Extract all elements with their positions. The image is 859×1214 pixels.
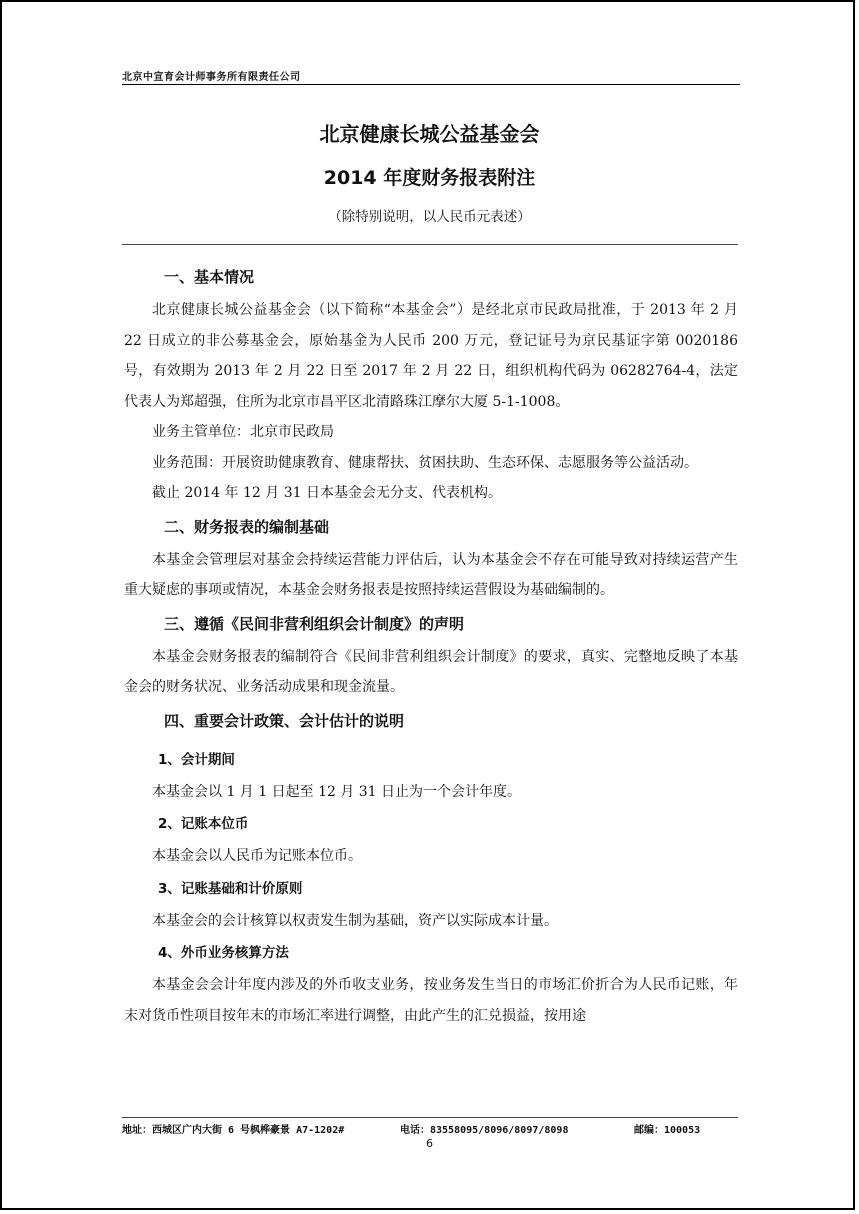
section-heading-2: 二、财务报表的编制基础 [164, 517, 330, 536]
footer-rule [122, 1117, 738, 1118]
footer [122, 1121, 742, 1136]
paragraph: 本基金会以人民币为记账本位币。 [152, 848, 362, 864]
paragraph: 本基金会的会计核算以权责发生制为基础，资产以实际成本计量。 [152, 912, 558, 929]
page-number: 6 [426, 1137, 433, 1150]
footer-address: 地址：西城区广内大街 6 号枫桦豪景 A7-1202# [122, 1125, 345, 1136]
document-title: 北京健康长城公益基金会 [319, 122, 540, 146]
footer-phone: 电话：83558095/8096/8097/8098 [400, 1125, 569, 1136]
subsection-heading: 2、记账本位币 [158, 816, 249, 832]
paragraph: 北京健康长城公益基金会（以下简称“本基金会”）是经北京市民政局批准，于 2013 年 2 月 22 日成立的非公募基金会，原始基金为人民币 200 万元，登记证号为京民基证字第 0020186 号，有效期为 2013 年 2 月 22 日至 2017 年 2 月 22 日，组织机构代码为 06282764-4，法定代表人为郑超强，住所为北京市昌平区北清路珠江摩尔大厦 5-1-1008。 [124, 302, 738, 410]
document-body [124, 259, 738, 1031]
currency-note: （除特别说明，以人民币元表述） [328, 209, 531, 225]
subsection-heading: 3、记账基础和计价原则 [158, 880, 303, 897]
firm-header: 北京中宣育会计师事务所有限责任公司 [122, 72, 301, 83]
paragraph: 本基金会以 1 月 1 日起至 12 月 31 日止为一个会计年度。 [152, 783, 522, 800]
document-subtitle: 2014 年度财务报表附注 [323, 167, 536, 189]
title-rule [122, 244, 738, 245]
paragraph: 本基金会会计年度内涉及的外币收支业务，按业务发生当日的市场汇价折合为人民币记账，年末对货币性项目按年末的市场汇率进行调整，由此产生的汇兑损益，按用途 [124, 977, 738, 1024]
header-rule [122, 84, 740, 85]
section-heading-3: 三、遵循《民间非营利组织会计制度》的声明 [164, 614, 465, 633]
section-heading-1: 一、基本情况 [164, 268, 255, 286]
paragraph: 截止 2014 年 12 月 31 日本基金会无分支、代表机构。 [152, 485, 502, 501]
paragraph: 本基金会管理层对基金会持续运营能力评估后，认为本基金会不存在可能导致对持续运营产生重大疑虑的事项或情况，本基金会财务报表是按照持续运营假设为基础编制的。 [124, 551, 738, 598]
subsection-heading: 4、外币业务核算方法 [158, 945, 289, 961]
paragraph: 本基金会财务报表的编制符合《民间非营利组织会计制度》的要求，真实、完整地反映了本基金会的财务状况、业务活动成果和现金流量。 [124, 648, 738, 695]
paragraph: 业务主管单位：北京市民政局 [152, 424, 334, 440]
footer-postcode: 邮编：100053 [634, 1125, 701, 1136]
subsection-heading: 1、会计期间 [158, 751, 235, 768]
section-heading-4: 四、重要会计政策、会计估计的说明 [164, 711, 405, 730]
paragraph: 业务范围：开展资助健康教育、健康帮扶、贫困扶助、生态环保、志愿服务等公益活动。 [152, 454, 698, 471]
